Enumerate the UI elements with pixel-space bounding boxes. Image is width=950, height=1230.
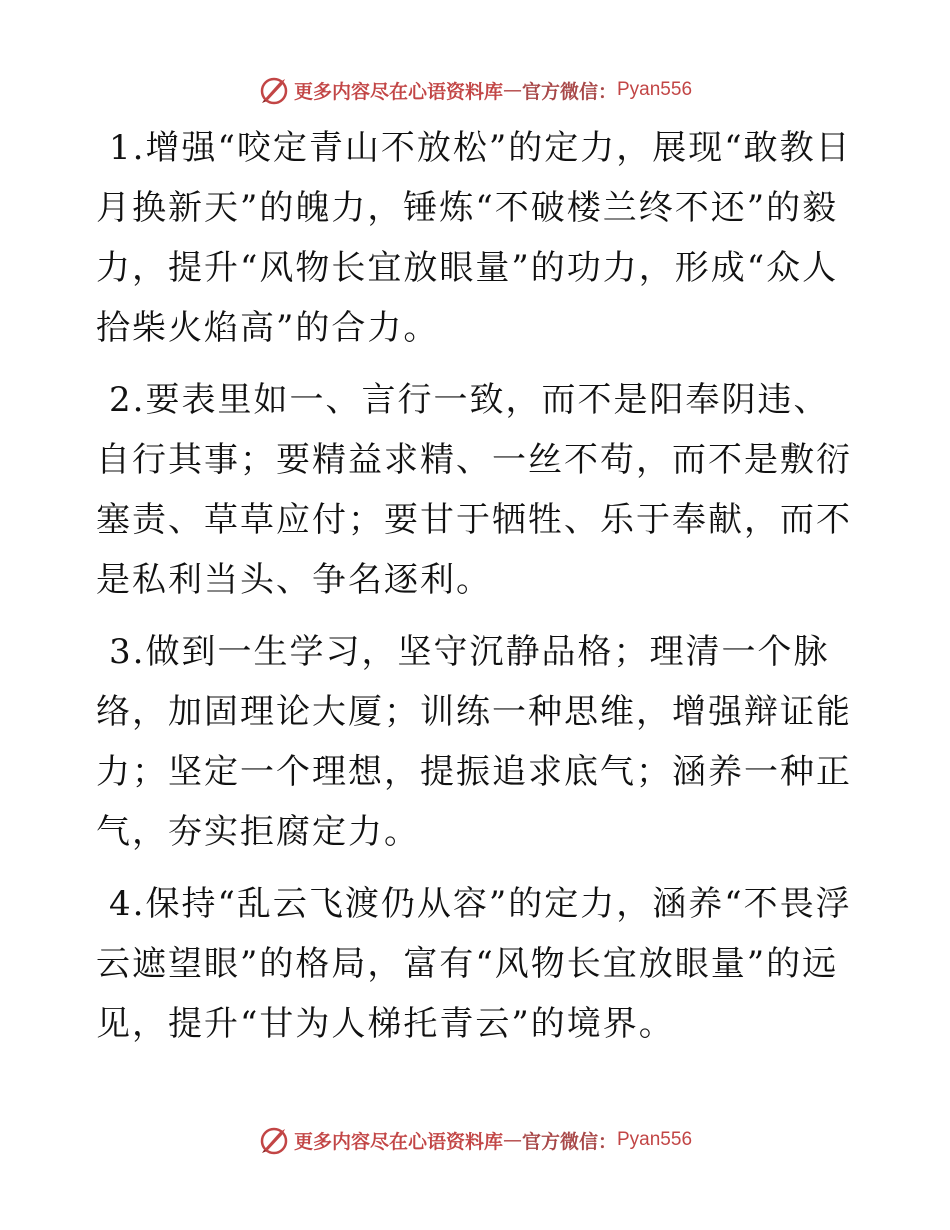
footer-separator: —	[502, 1129, 522, 1151]
header-wechat-id: Pyan556	[617, 79, 693, 100]
paragraph-1: 1.增强“咬定青山不放松”的定力，展现“敢教日月换新天”的魄力，锤炼“不破楼兰终不还”的毅力，提升“风物长宜放眼量”的功力，形成“众人拾柴火焰高”的合力。	[96, 128, 852, 348]
paragraph-2: 2.要表里如一、言行一致，而不是阳奉阴违、自行其事；要精益求精、一丝不苟，而不是敷衍塞责、草草应付；要甘于牺牲、乐于奉献，而不是私利当头、争名逐利。	[96, 380, 852, 600]
paragraph-3: 3.做到一生学习，坚守沉静品格；理清一个脉络，加固理论大厦；训练一种思维，增强辩证能力；坚定一个理想，提振追求底气；涵养一种正气，夯实拒腐定力。	[96, 632, 852, 852]
header-wechat-label: 官方微信：	[521, 80, 617, 103]
pen-logo-icon	[258, 74, 290, 106]
footer-banner	[0, 1120, 950, 1160]
paragraph-4: 4.保持“乱云飞渡仍从容”的定力，涵养“不畏浮云遮望眼”的格局，富有“风物长宜放眼量”的远见，提升“甘为人梯托青云”的境界。	[96, 884, 852, 1044]
header-site-text: 更多内容尽在心语资料库	[293, 80, 503, 103]
header-banner	[0, 70, 950, 110]
header-separator: —	[502, 79, 522, 101]
footer-wechat-label: 官方微信：	[521, 1130, 617, 1153]
footer-wechat-id: Pyan556	[617, 1129, 693, 1150]
footer-site-text: 更多内容尽在心语资料库	[293, 1130, 503, 1153]
pen-logo-icon	[258, 1124, 290, 1156]
document-body	[96, 118, 856, 1066]
